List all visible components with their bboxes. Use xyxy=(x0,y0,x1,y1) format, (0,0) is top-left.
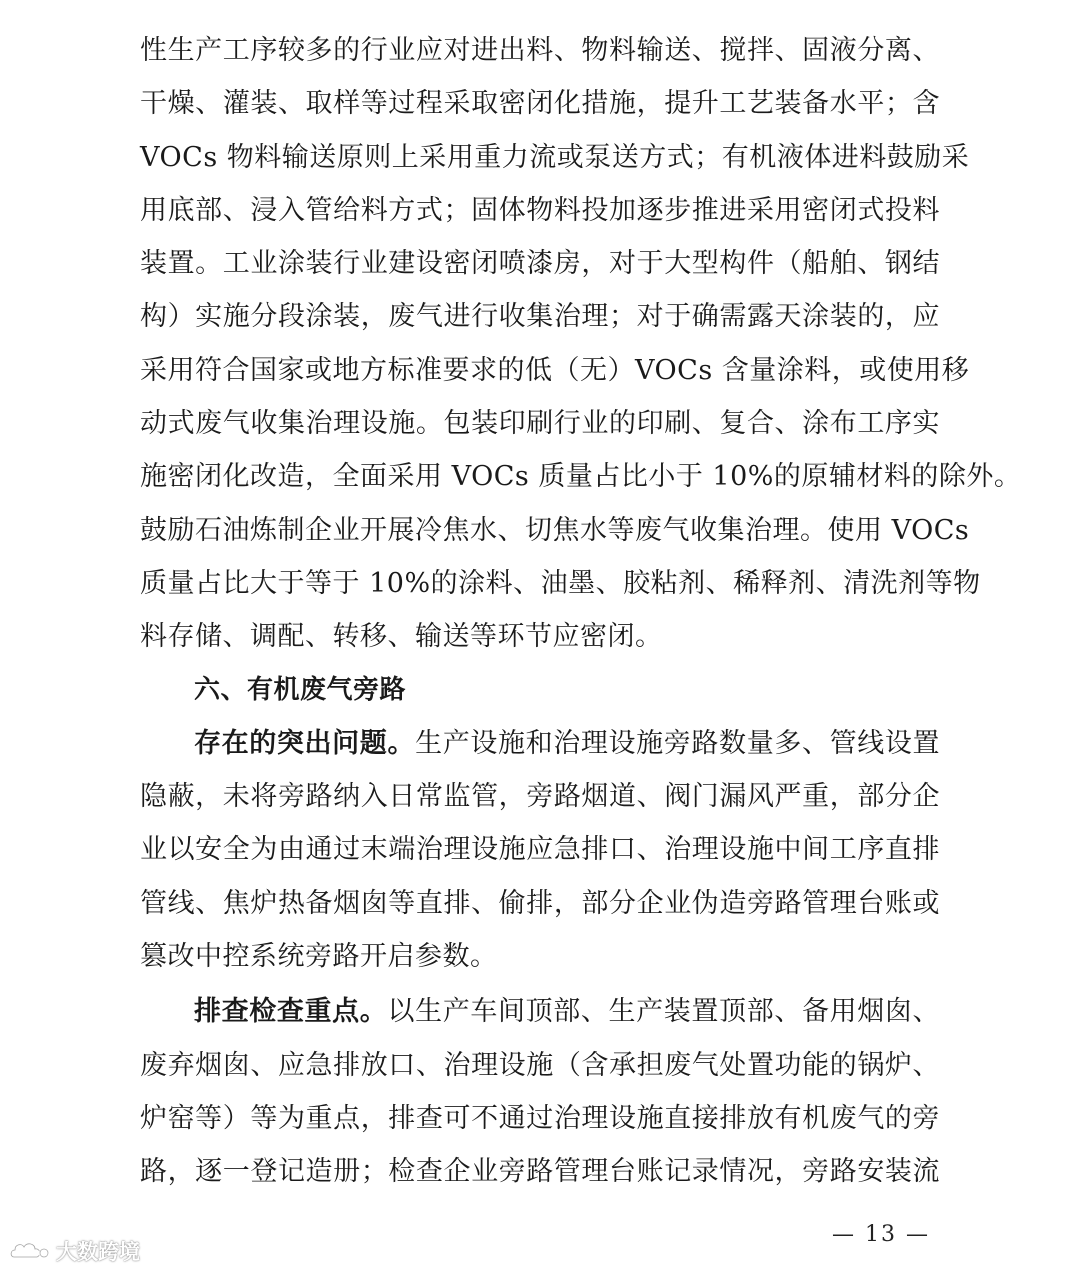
text-line: 用底部、浸入管给料方式；固体物料投加逐步推进采用密闭式投料 xyxy=(140,194,940,226)
text-span: 生产设施和治理设施旁路数量多、管线设置 xyxy=(415,727,941,759)
text-line: 料存储、调配、转移、输送等环节应密闭。 xyxy=(140,621,663,653)
section-heading: 六、有机废气旁路 xyxy=(194,674,407,705)
text-line: 质量占比大于等于 10%的涂料、油墨、胶粘剂、稀释剂、清洗剂等物 xyxy=(140,567,981,599)
text-line: 施密闭化改造，全面采用 VOCs 质量占比小于 10%的原辅材料的除外。 xyxy=(140,461,1022,493)
text-line: 装置。工业涂装行业建设密闭喷漆房，对于大型构件（船舶、钢结 xyxy=(140,248,940,280)
watermark xyxy=(8,1236,140,1266)
paragraph-lead: 存在的突出问题。 xyxy=(194,727,416,759)
text-line: 篡改中控系统旁路开启参数。 xyxy=(140,941,498,973)
page-number: — 13 — xyxy=(832,1222,930,1247)
text-line: 采用符合国家或地方标准要求的低（无）VOCs 含量涂料，或使用移 xyxy=(140,354,970,386)
text-line: 动式废气收集治理设施。包装印刷行业的印刷、复合、涂布工序实 xyxy=(140,408,940,440)
text-line-first xyxy=(140,985,940,1038)
text-line: VOCs 物料输送原则上采用重力流或泵送方式；有机液体进料鼓励采 xyxy=(140,141,970,173)
text-line: 构）实施分段涂装，废气进行收集治理；对于确需露天涂装的，应 xyxy=(140,301,940,333)
text-line: 路，逐一登记造册；检查企业旁路管理台账记录情况，旁路安装流 xyxy=(140,1156,940,1188)
text-span: 以生产车间顶部、生产装置顶部、备用烟囱、 xyxy=(387,996,941,1028)
text-line: 业以安全为由通过末端治理设施应急排口、治理设施中间工序直排 xyxy=(140,834,940,866)
cloud-logo-icon xyxy=(8,1237,52,1265)
text-line: 性生产工序较多的行业应对进出料、物料输送、搅拌、固液分离、 xyxy=(140,35,940,66)
text-line: 干燥、灌装、取样等过程采取密闭化措施，提升工艺装备水平；含 xyxy=(140,88,940,120)
paragraph-continued xyxy=(140,24,1022,664)
text-line: 隐蔽，未将旁路纳入日常监管，旁路烟道、阀门漏风严重，部分企 xyxy=(140,781,940,813)
paragraph-lead: 排查检查重点。 xyxy=(194,996,388,1028)
text-line: 管线、焦炉热备烟囱等直排、偷排，部分企业伪造旁路管理台账或 xyxy=(140,887,940,919)
paragraph-issues xyxy=(140,717,940,983)
watermark-text: 大数跨境 xyxy=(56,1240,140,1264)
paragraph-inspection xyxy=(140,985,940,1198)
text-line: 鼓励石油炼制企业开展冷焦水、切焦水等废气收集治理。使用 VOCs xyxy=(140,514,970,546)
text-line: 废弃烟囱、应急排放口、治理设施（含承担废气处置功能的锅炉、 xyxy=(140,1049,940,1081)
document-body xyxy=(140,24,1022,1199)
text-line: 炉窑等）等为重点，排查可不通过治理设施直接排放有机废气的旁 xyxy=(140,1102,940,1134)
text-line-first xyxy=(140,717,940,770)
